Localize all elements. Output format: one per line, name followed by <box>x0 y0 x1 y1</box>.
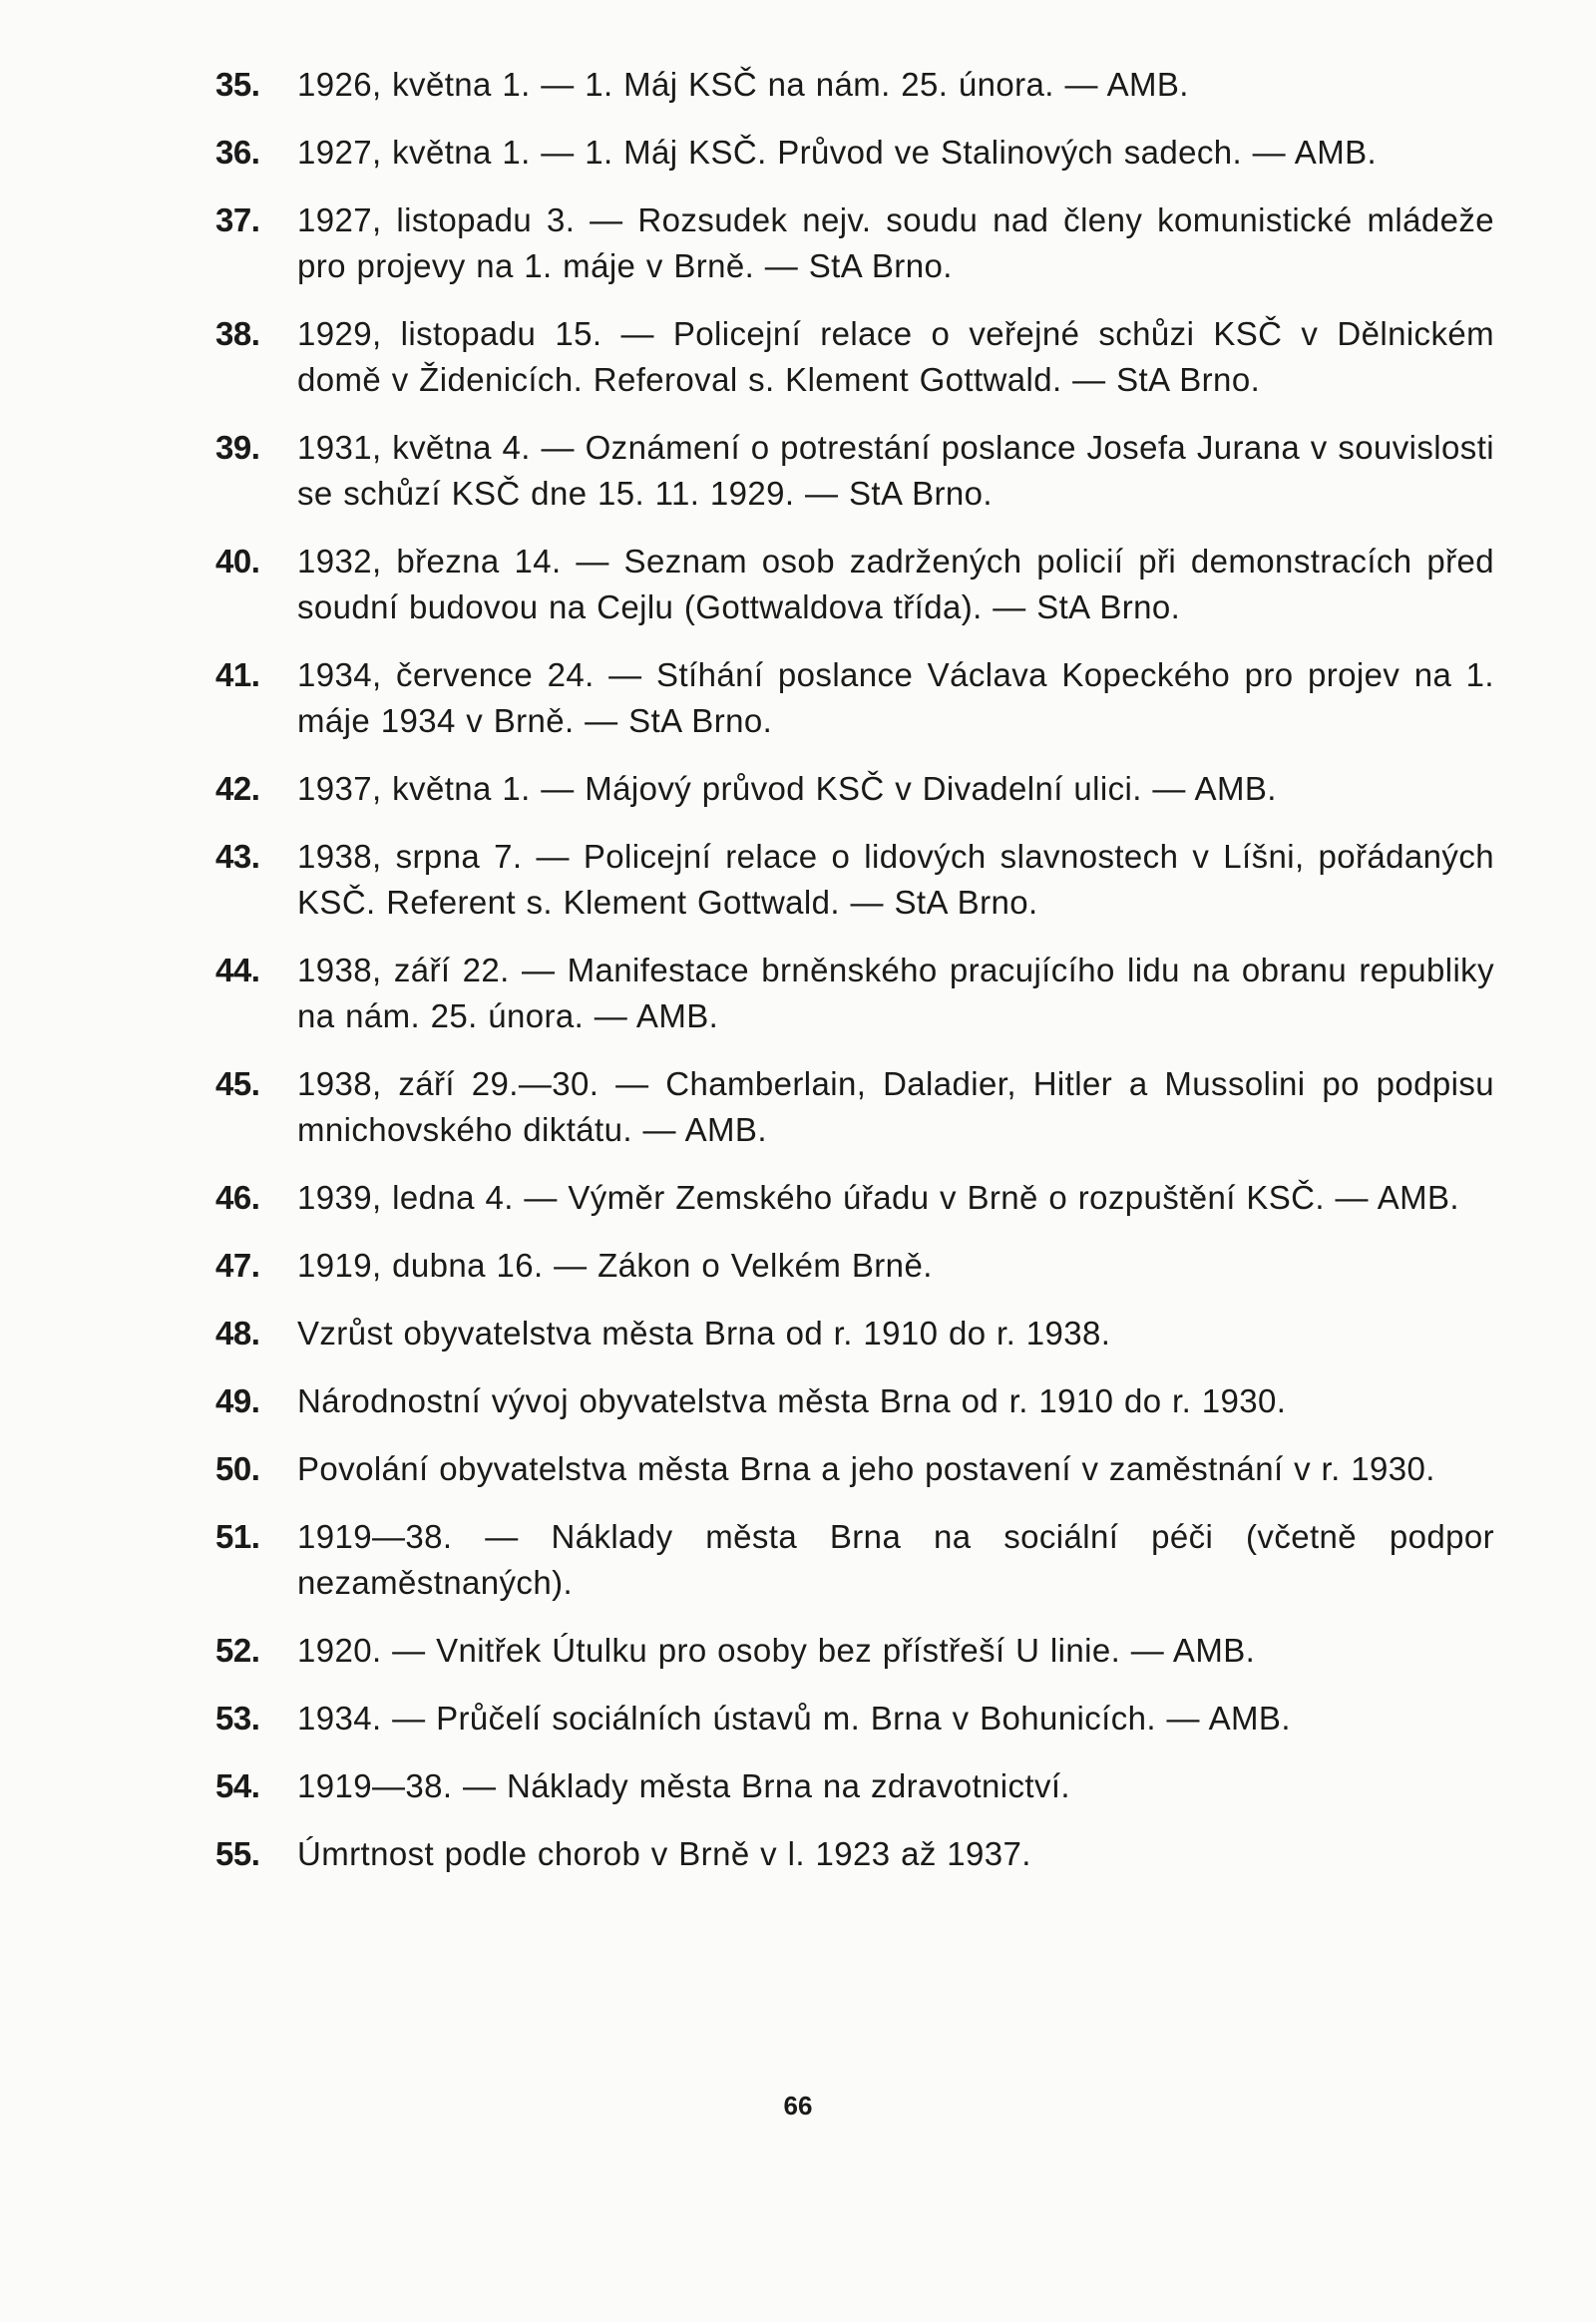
entry-number: 45. <box>215 1065 260 1102</box>
list-item <box>215 311 1494 403</box>
page-number: 66 <box>783 2091 813 2121</box>
entry-number: 42. <box>215 770 260 807</box>
entry-text: 1919—38. — Náklady města Brna na sociální péči (včetně podpor nezaměstnaných). <box>297 1518 1494 1601</box>
entry-number: 40. <box>215 543 260 580</box>
entry-text: 1926, května 1. — 1. Máj KSČ na nám. 25. února. — AMB. <box>297 66 1189 103</box>
entry-number: 53. <box>215 1700 260 1737</box>
entry-text: 1934. — Průčelí sociálních ústavů m. Brna v Bohunicích. — AMB. <box>297 1700 1291 1737</box>
entry-text: 1932, března 14. — Seznam osob zadržených policií při demonstracích před soudní budovou na Cejlu (Gottwaldova třída). — StA Brno. <box>297 543 1494 625</box>
entry-text: 1938, září 29.—30. — Chamberlain, Daladier, Hitler a Mussolini po podpisu mnichovského diktátu. — AMB. <box>297 1065 1494 1148</box>
list-item <box>215 1311 1494 1356</box>
list-item <box>215 1061 1494 1153</box>
list-item <box>215 1831 1494 1877</box>
list-item <box>215 425 1494 517</box>
list-item <box>215 130 1494 176</box>
entry-number: 50. <box>215 1450 260 1487</box>
entry-text: 1920. — Vnitřek Útulku pro osoby bez přístřeší U linie. — AMB. <box>297 1632 1256 1669</box>
entry-number: 49. <box>215 1382 260 1419</box>
entry-number: 44. <box>215 952 260 988</box>
entry-text: 1919—38. — Náklady města Brna na zdravotnictví. <box>297 1767 1071 1804</box>
entry-number: 52. <box>215 1632 260 1669</box>
entry-number: 36. <box>215 134 260 171</box>
entry-number: 48. <box>215 1315 260 1352</box>
list-item <box>215 1378 1494 1424</box>
list-item <box>215 1628 1494 1674</box>
entry-text: 1934, července 24. — Stíhání poslance Václava Kopeckého pro projev na 1. máje 1934 v Brně. — StA Brno. <box>297 656 1494 739</box>
entry-number: 54. <box>215 1767 260 1804</box>
entry-number: 55. <box>215 1835 260 1872</box>
list-item <box>215 1446 1494 1492</box>
entry-text: Vzrůst obyvatelstva města Brna od r. 1910 do r. 1938. <box>297 1315 1111 1352</box>
list-item <box>215 62 1494 108</box>
list-item <box>215 1763 1494 1809</box>
entry-number: 38. <box>215 315 260 352</box>
entry-text: 1927, listopadu 3. — Rozsudek nejv. soudu nad členy komunistické mládeže pro projevy na 1. máje v Brně. — StA Brno. <box>297 201 1494 284</box>
entry-text: 1931, května 4. — Oznámení o potrestání poslance Josefa Jurana v souvislosti se schůzí KSČ dne 15. 11. 1929. — StA Brno. <box>297 429 1494 512</box>
list-item <box>215 652 1494 744</box>
caption-list <box>215 62 1494 1877</box>
list-item <box>215 539 1494 630</box>
list-item <box>215 1175 1494 1221</box>
entry-text: Úmrtnost podle chorob v Brně v l. 1923 až 1937. <box>297 1835 1031 1872</box>
list-item <box>215 197 1494 289</box>
entry-text: 1938, srpna 7. — Policejní relace o lidových slavnostech v Líšni, pořádaných KSČ. Referent s. Klement Gottwald. — StA Brno. <box>297 838 1494 921</box>
entry-number: 47. <box>215 1247 260 1284</box>
entry-text: 1938, září 22. — Manifestace brněnského pracujícího lidu na obranu republiky na nám. 25. února. — AMB. <box>297 952 1494 1034</box>
entry-text: 1929, listopadu 15. — Policejní relace o veřejné schůzi KSČ v Dělnickém domě v Židenicích. Referoval s. Klement Gottwald. — StA Brno. <box>297 315 1494 398</box>
entry-text: 1919, dubna 16. — Zákon o Velkém Brně. <box>297 1247 933 1284</box>
entry-number: 43. <box>215 838 260 875</box>
entry-number: 46. <box>215 1179 260 1216</box>
entry-number: 37. <box>215 201 260 238</box>
entry-text: 1939, ledna 4. — Výměr Zemského úřadu v Brně o rozpuštění KSČ. — AMB. <box>297 1179 1459 1216</box>
entry-text: 1937, května 1. — Májový průvod KSČ v Divadelní ulici. — AMB. <box>297 770 1277 807</box>
entry-number: 39. <box>215 429 260 466</box>
entry-text: Národnostní vývoj obyvatelstva města Brna od r. 1910 do r. 1930. <box>297 1382 1287 1419</box>
list-item <box>215 1243 1494 1289</box>
entry-number: 35. <box>215 66 260 103</box>
list-item <box>215 766 1494 812</box>
entry-number: 41. <box>215 656 260 693</box>
entry-text: 1927, května 1. — 1. Máj KSČ. Průvod ve Stalinových sadech. — AMB. <box>297 134 1378 171</box>
list-item <box>215 1696 1494 1742</box>
entry-text: Povolání obyvatelstva města Brna a jeho postavení v zaměstnání v r. 1930. <box>297 1450 1435 1487</box>
entry-number: 51. <box>215 1518 260 1555</box>
list-item <box>215 1514 1494 1606</box>
list-item <box>215 834 1494 926</box>
list-item <box>215 948 1494 1039</box>
